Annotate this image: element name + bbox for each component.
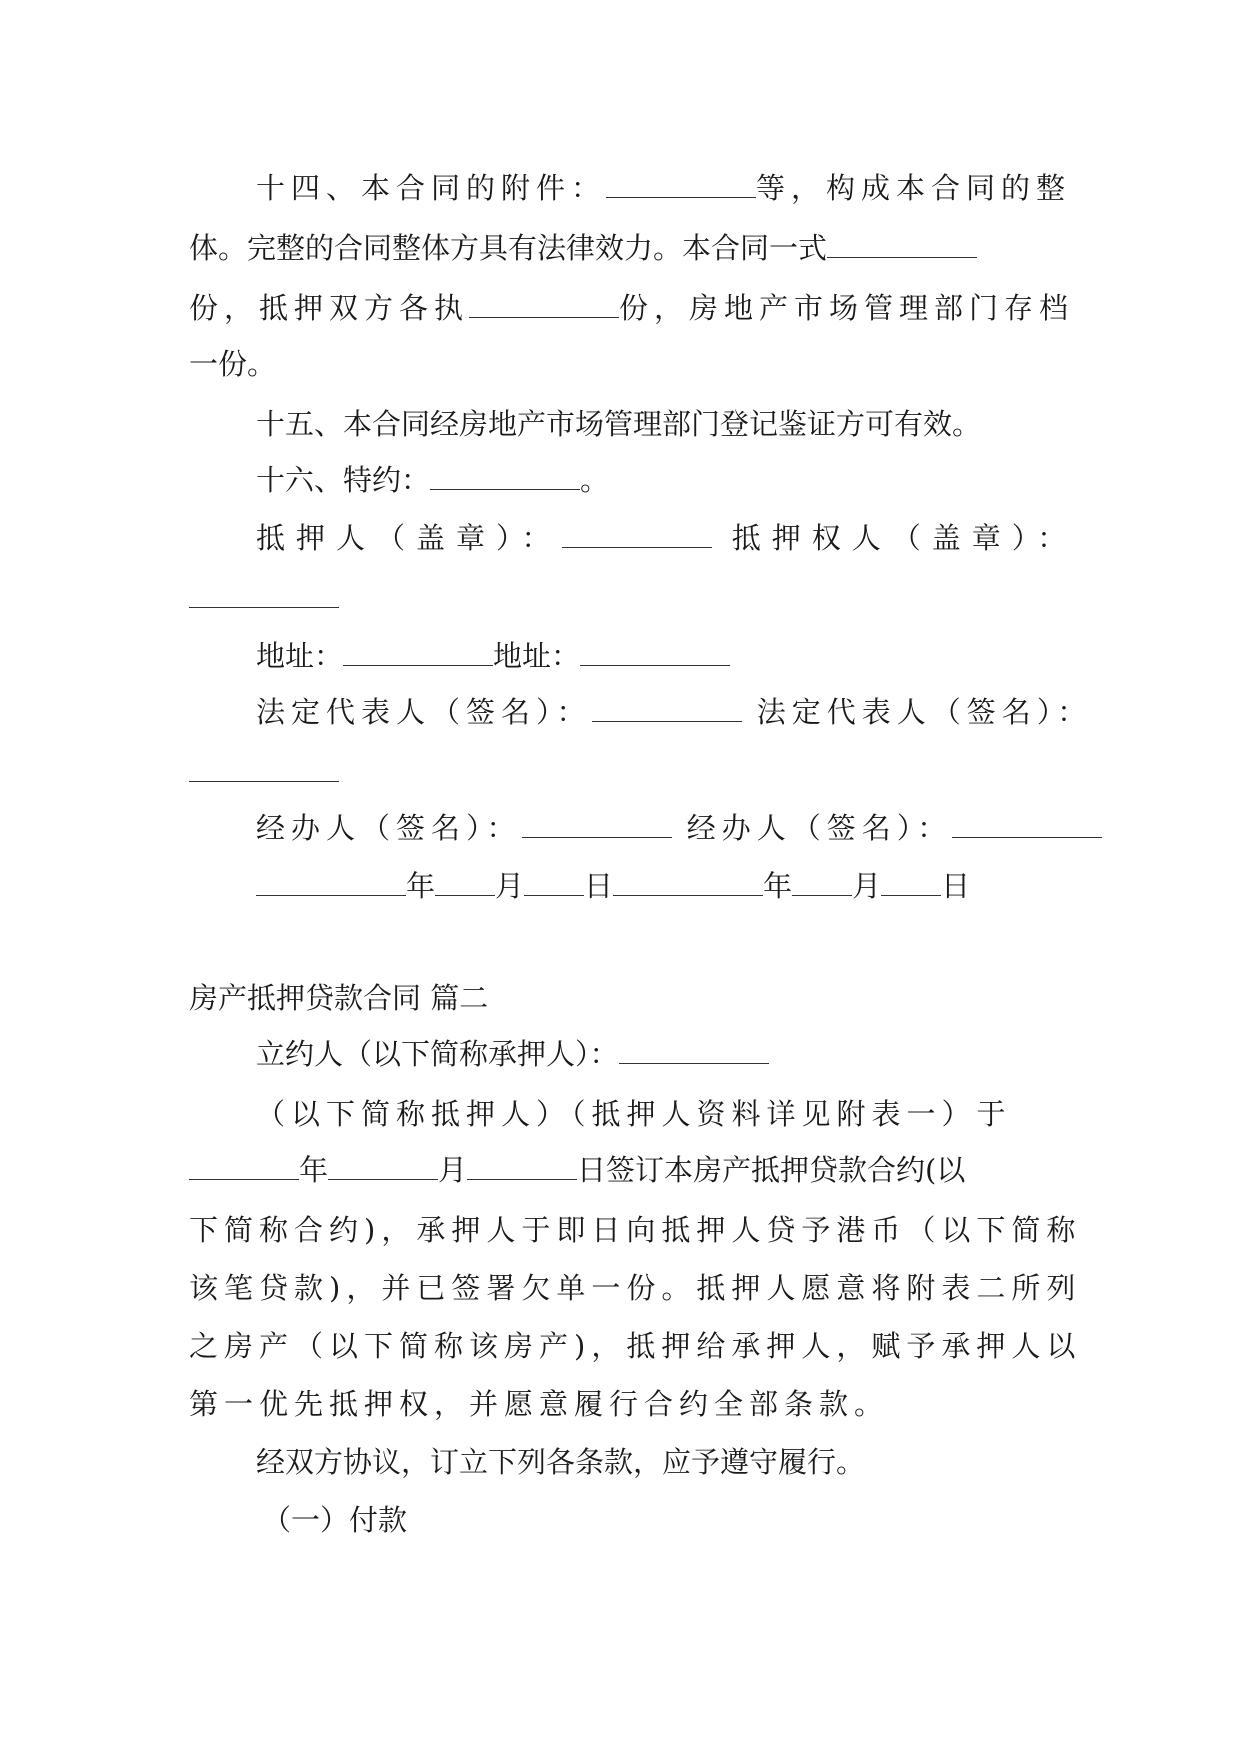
fill-in-blank: [189, 1153, 299, 1180]
clause-14-line-2: [189, 228, 977, 268]
fill-in-blank: [606, 171, 756, 198]
mortgagee-seal-blank: [189, 578, 339, 618]
text-segment: 日签订本房产抵押贷款合约(以: [577, 1153, 966, 1187]
fill-in-blank: [524, 869, 584, 896]
text-segment: 一份。: [189, 347, 277, 381]
legal-representative-blank: [189, 752, 339, 792]
fill-in-blank: [619, 1037, 769, 1064]
text-segment: 下简称合约)，承押人于即日向抵押人贷予港币（以下简称: [189, 1213, 1082, 1247]
text-segment: 抵押权人（盖章）：: [711, 521, 1078, 555]
text-segment: 立约人（以下简称承押人）：: [256, 1037, 619, 1071]
clause-16-special-terms: [256, 460, 609, 500]
text-segment: 经双方协议，订立下列各条款，应予遵守履行。: [256, 1445, 866, 1479]
fill-in-blank: [580, 639, 730, 666]
text-segment: 十六、特约：: [256, 463, 431, 497]
fill-in-blank: [592, 695, 742, 722]
legal-representative-line: [256, 692, 1092, 732]
text-segment: 份，房地产市场管理部门存档: [619, 291, 1075, 325]
fill-in-blank: [952, 811, 1102, 838]
text-segment: 十五、本合同经房地产市场管理部门登记鉴证方可有效。: [256, 407, 982, 441]
text-segment: 份，抵押双方各执: [189, 291, 470, 325]
text-segment: 年: [299, 1153, 329, 1187]
fill-in-blank: [256, 869, 406, 896]
mortgagor-intro-line: [256, 1094, 1012, 1134]
signing-date-line: [189, 1150, 965, 1190]
fill-in-blank: [189, 755, 339, 782]
text-segment: 之房产（以下简称该房产)，抵押给承押人，赋予承押人以: [189, 1329, 1082, 1363]
text-segment: 年: [406, 869, 436, 903]
fill-in-blank: [827, 231, 977, 258]
fill-in-blank: [467, 1153, 577, 1180]
fill-in-blank: [792, 869, 852, 896]
text-segment: 月: [852, 869, 882, 903]
clause-14-line-4: [189, 344, 276, 384]
fill-in-blank: [328, 1153, 438, 1180]
text-segment: 日: [941, 869, 971, 903]
text-segment: （一）付款: [262, 1503, 408, 1537]
text-segment: 地址：: [256, 639, 344, 673]
clause-15: [256, 404, 981, 444]
section-heading: [189, 978, 488, 1018]
clause-14-line-3: [189, 288, 1074, 328]
text-segment: 体。完整的合同整体方具有法律效力。本合同一式: [189, 231, 828, 265]
fill-in-blank: [343, 639, 493, 666]
text-segment: 房产抵押贷款合同 篇二: [189, 981, 489, 1015]
text-segment: 法定代表人（签名）：: [741, 695, 1093, 729]
mortgagor-seal-line: [256, 518, 1077, 558]
text-segment: 该笔贷款)，并已签署欠单一份。抵押人愿意将附表二所列: [189, 1271, 1082, 1305]
text-segment: 十四、本合同的附件：: [256, 171, 607, 205]
agent-signature-line: [256, 808, 1102, 848]
text-segment: 年: [763, 869, 793, 903]
body-paragraph-line-1: [189, 1210, 1081, 1250]
fill-in-blank: [881, 869, 941, 896]
fill-in-blank: [613, 869, 763, 896]
agreement-line: [256, 1442, 865, 1482]
body-paragraph-line-4: [189, 1384, 889, 1424]
fill-in-blank: [435, 869, 495, 896]
text-segment: 法定代表人（签名）：: [256, 695, 592, 729]
text-segment: 经办人（签名）：: [671, 811, 953, 845]
fill-in-blank: [430, 463, 580, 490]
address-line: [256, 636, 730, 676]
body-paragraph-line-2: [189, 1268, 1081, 1308]
body-paragraph-line-3: [189, 1326, 1081, 1366]
fill-in-blank: [522, 811, 672, 838]
fill-in-blank: [189, 581, 339, 608]
text-segment: 抵押人（盖章）：: [256, 521, 562, 555]
text-segment: 。: [580, 463, 610, 497]
contractor-line: [256, 1034, 769, 1074]
text-segment: 月: [495, 869, 525, 903]
text-segment: 月: [438, 1153, 468, 1187]
subsection-payment: [262, 1500, 407, 1540]
text-segment: 等，构成本合同的整: [756, 171, 1072, 205]
fill-in-blank: [562, 521, 712, 548]
clause-14-line-1: [256, 168, 1071, 208]
date-line: [256, 866, 970, 906]
text-segment: （以下简称抵押人）（抵押人资料详见附表一）于: [256, 1097, 1012, 1131]
fill-in-blank: [469, 291, 619, 318]
text-segment: 地址：: [493, 639, 581, 673]
text-segment: 日: [584, 869, 614, 903]
text-segment: 第一优先抵押权，并愿意履行合约全部条款。: [189, 1387, 890, 1421]
text-segment: 经办人（签名）：: [256, 811, 522, 845]
